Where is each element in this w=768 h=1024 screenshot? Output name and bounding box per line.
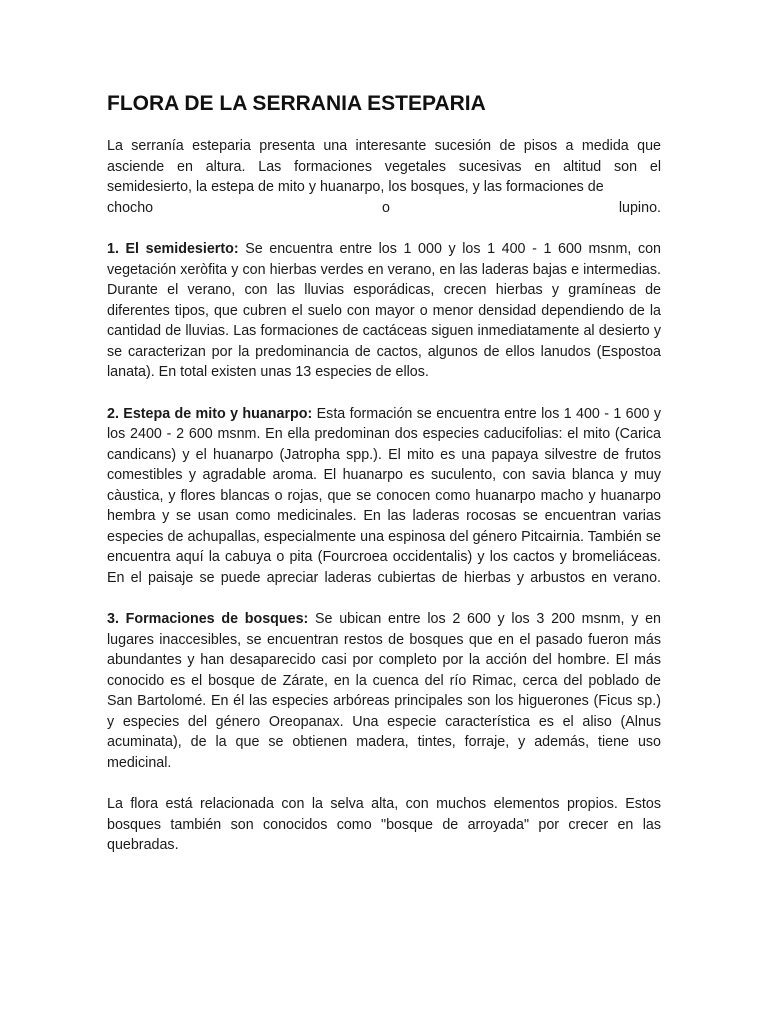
document-body [107, 90, 661, 877]
intro-tail: chocho o lupino. [107, 199, 661, 216]
section-text: Esta formación se encuentra entre los 1 400 - 1 600 y los 2400 - 2 600 msnm. En ella predominan dos especies caducifolias: el mito (Carica candicans) y el huanarpo (Jatropha spp.). El mito es una papaya silvestre de frutos comestibles y agradable aroma. El huanarpo es suculento, con savia blanca y muy càustica, y flores blancas o rojas, que se conocen como huanarpo macho y huanarpo hembra y se usan como medicinales. En las laderas rocosas se encuentran varias especies de achupallas, especialmente una espinosa del género Pitcairnia. También se encuentra aquí la cabuya o pita (Fourcroea occidentalis) y los cactos y bromeliáceas. En el paisaje se puede apreciar laderas cubiertas de hierbas y arbustos en verano. [107, 405, 662, 586]
section-semidesierto [107, 239, 661, 383]
intro-paragraph [107, 136, 661, 218]
section-estepa [107, 404, 661, 589]
section-heading: 1. El semidesierto: [107, 241, 239, 257]
closing-paragraph: La flora está relacionada con la selva alta, con muchos elementos propios. Estos bosques también son conocidos como "bosque de arroyada" por crecer en las quebradas. [107, 796, 661, 853]
intro-body: La serranía esteparia presenta una interesante sucesión de pisos a medida que asciende en altura. Las formaciones vegetales sucesivas en altitud son el semidesierto, la estepa de mito y huanarpo, los bosques, y las formaciones de [107, 138, 661, 195]
document-title: FLORA DE LA SERRANIA ESTEPARIA [107, 92, 486, 115]
section-heading: 3. Formaciones de bosques: [107, 611, 309, 627]
section-text: Se encuentra entre los 1 000 y los 1 400 - 1 600 msnm, con vegetación xeròfita y con hierbas verdes en verano, en las laderas bajas e intermedias. Durante el verano, con las lluvias esporádicas, crecen hierbas y gramíneas de diferentes tipos, que cubren el suelo con mayor o menor densidad dependiendo de la cantidad de lluvias. Las formaciones de cactáceas siguen inmediatamente al desierto y se caracterizan por la predominancia de cactos, algunos de ellos lanudos (Espostoa lanata). En total existen unas 13 especies de ellos. [107, 241, 661, 380]
section-text: Se ubican entre los 2 600 y los 3 200 msnm, y en lugares inaccesibles, se encuentran restos de bosques que en el pasado fueron más abundantes y han desaparecido casi por completo por la acción del hombre. El más conocido es el bosque de Zárate, en la cuenca del río Rimac, cerca del poblado de San Bartolomé. En él las especies arbóreas principales son los higuerones (Ficus sp.) y especies del género Oreopanax. Una especie característica es el aliso (Alnus acuminata), de la que se obtienen madera, tintes, forraje, y además, tiene uso medicinal. [107, 611, 661, 771]
section-heading: 2. Estepa de mito y huanarpo: [107, 405, 313, 422]
section-bosques [107, 609, 661, 773]
